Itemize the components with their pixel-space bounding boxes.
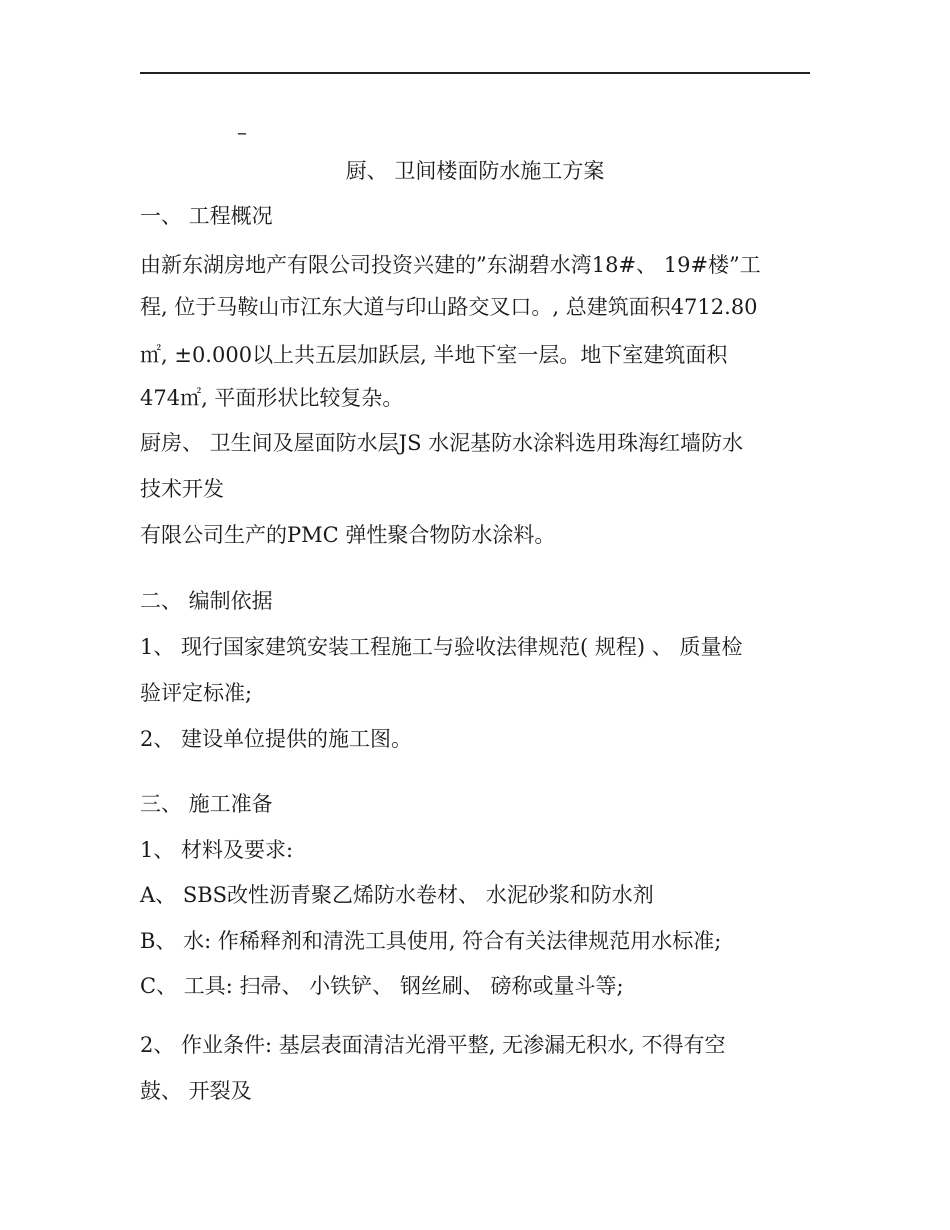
- header-dash: –: [237, 120, 247, 144]
- list-item: 1、 材料及要求:: [140, 838, 294, 862]
- list-item: A、 SBS改性沥青聚乙烯防水卷材、 水泥砂浆和防水剂: [140, 883, 654, 907]
- list-item: B、 水: 作稀释剂和清洗工具使用, 符合有关法律规范用水标准;: [140, 929, 722, 953]
- list-item: C、 工具: 扫帚、 小铁铲、 钢丝刷、 磅称或量斗等;: [140, 974, 624, 998]
- paragraph-line: 有限公司生产的PMC 弹性聚合物防水涂料。: [140, 523, 556, 547]
- header-rule: [140, 72, 810, 74]
- list-item-continuation: 验评定标准;: [140, 681, 253, 705]
- paragraph-line: ㎡, ±0.000以上共五层加跃层, 半地下室一层。地下室建筑面积: [140, 343, 728, 367]
- list-item: 1、 现行国家建筑安装工程施工与验收法律规范( 规程) 、 质量检: [140, 635, 743, 659]
- list-item: 2、 作业条件: 基层表面清洁光滑平整, 无渗漏无积水, 不得有空: [140, 1033, 726, 1057]
- section-heading-preparation: 三、 施工准备: [140, 792, 273, 816]
- paragraph-line: 技术开发: [140, 477, 224, 501]
- list-item-continuation: 鼓、 开裂及: [140, 1079, 252, 1103]
- section-heading-overview: 一、 工程概况: [140, 204, 273, 228]
- paragraph-line: 474㎡, 平面形状比较复杂。: [140, 386, 404, 410]
- list-item: 2、 建设单位提供的施工图。: [140, 727, 413, 751]
- paragraph-line: 厨房、 卫生间及屋面防水层JS 水泥基防水涂料选用珠海红墙防水: [140, 431, 744, 455]
- paragraph-line: 由新东湖房地产有限公司投资兴建的”东湖碧水湾18#、 19#楼”工: [140, 253, 761, 277]
- document-title: 厨、 卫间楼面防水施工方案: [345, 159, 605, 183]
- paragraph-line: 程, 位于马鞍山市江东大道与印山路交叉口。, 总建筑面积4712.80: [140, 295, 758, 319]
- section-heading-basis: 二、 编制依据: [140, 589, 273, 613]
